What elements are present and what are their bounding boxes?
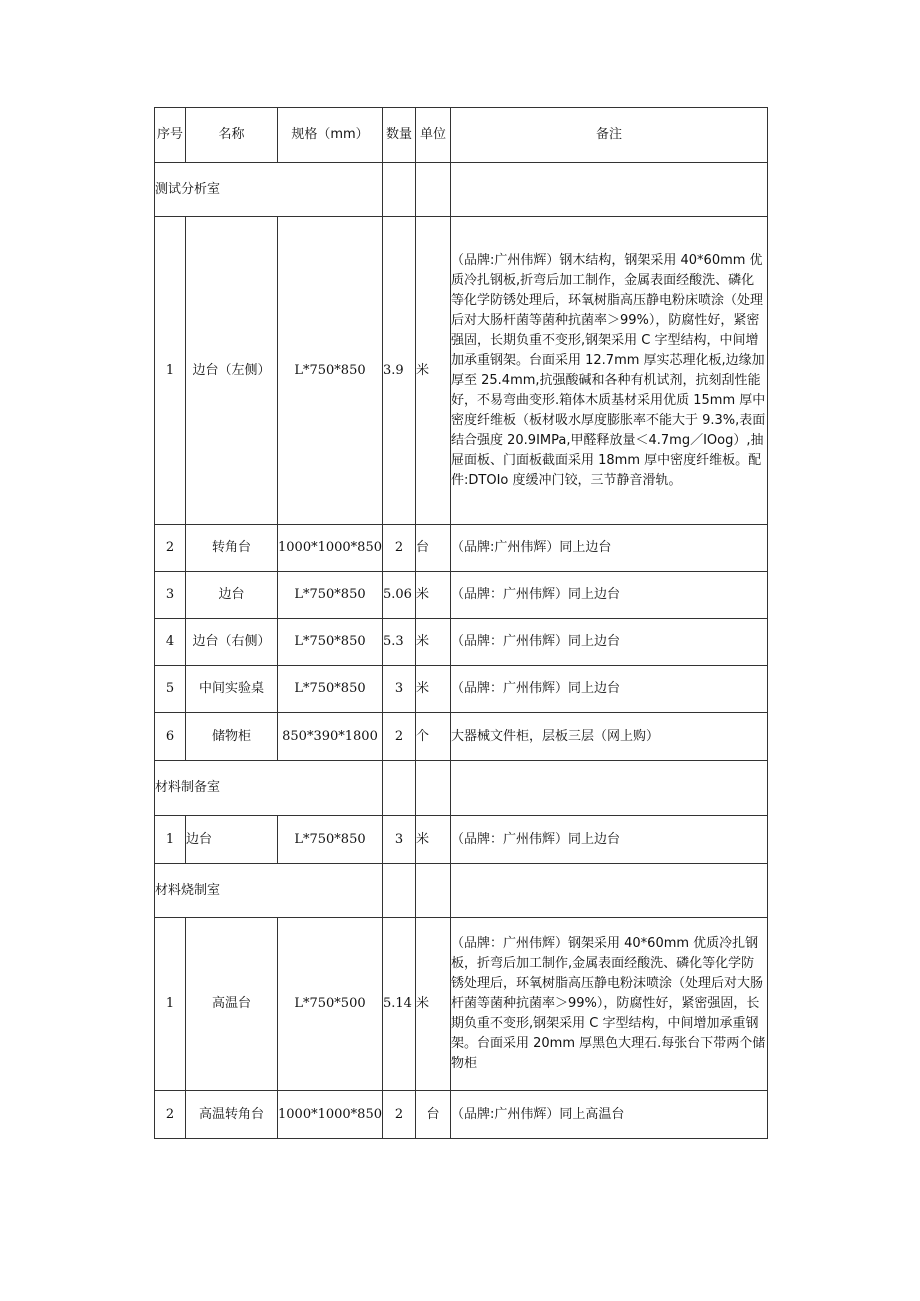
- header-spec: 规格（mm）: [278, 108, 383, 163]
- row-qty: 5.14: [383, 918, 416, 1091]
- section-title: 材料制备室: [155, 761, 383, 816]
- row-no: 4: [155, 619, 186, 666]
- row-unit: 台: [416, 525, 451, 572]
- row-name: 边台: [186, 572, 278, 619]
- table-row: [155, 217, 768, 525]
- row-no: 1: [155, 918, 186, 1091]
- row-unit: 米: [416, 816, 451, 864]
- row-remark: （品牌:广州伟辉）钢木结构，钢架采用 40*60mm 优质冷扎钢板,折弯后加工制作，金属表面经酸洗、磷化等化学防锈处理后，环氧树脂高压静电粉床喷涂（处理后对大肠杆菌等菌种抗菌率＞99%），防腐性好，紧密强固，长期负重不变形,钢架采用 C 字型结构，中间增加承重钢架。台面采用 12.7mm 厚实芯理化板,边缘加厚至 25.4mm,抗强酸碱和各种有机试剂，抗刻刮性能好，不易弯曲变形.箱体木质基材采用优质 15mm 厚中密度纤维板（板材吸水厚度膨胀率不能大于 9.3%,表面结合强度 20.9IMPa,甲醛释放量＜4.7mg／IOog）,抽屉面板、门面板截面采用 18mm 厚中密度纤维板。配件:DTOIo 度缓冲门铰，三节静音滑轨。: [451, 217, 768, 525]
- row-qty: 3.9: [383, 217, 416, 525]
- row-name: 边台（左侧）: [186, 217, 278, 525]
- row-unit: 台: [416, 1091, 451, 1139]
- header-qty: 数量: [383, 108, 416, 163]
- row-remark: （品牌：广州伟辉）同上边台: [451, 816, 768, 864]
- row-unit: 米: [416, 217, 451, 525]
- row-qty: 2: [383, 1091, 416, 1139]
- equipment-spec-table: [154, 107, 768, 1139]
- row-no: 1: [155, 816, 186, 864]
- row-no: 1: [155, 217, 186, 525]
- row-qty: 3: [383, 666, 416, 713]
- section-row: [155, 864, 768, 918]
- row-spec: L*750*850: [278, 816, 383, 864]
- row-qty: 2: [383, 525, 416, 572]
- header-no: 序号: [155, 108, 186, 163]
- row-name: 中间实验桌: [186, 666, 278, 713]
- header-name: 名称: [186, 108, 278, 163]
- row-remark: （品牌：广州伟辉）同上边台: [451, 619, 768, 666]
- row-spec: 850*390*1800: [278, 713, 383, 761]
- row-no: 2: [155, 525, 186, 572]
- row-name: 高温台: [186, 918, 278, 1091]
- row-no: 6: [155, 713, 186, 761]
- section-title: 测试分析室: [155, 163, 383, 217]
- row-no: 3: [155, 572, 186, 619]
- row-spec: 1000*1000*850: [278, 525, 383, 572]
- table-row: [155, 1091, 768, 1139]
- header-unit: 单位: [416, 108, 451, 163]
- row-name: 边台（右侧）: [186, 619, 278, 666]
- row-name: 高温转角台: [186, 1091, 278, 1139]
- row-qty: 5.3: [383, 619, 416, 666]
- row-remark: （品牌：广州伟辉）同上边台: [451, 572, 768, 619]
- row-name: 储物柜: [186, 713, 278, 761]
- table-row: [155, 713, 768, 761]
- row-qty: 3: [383, 816, 416, 864]
- row-remark: （品牌：广州伟辉）同上边台: [451, 666, 768, 713]
- row-name: 转角台: [186, 525, 278, 572]
- table-row: [155, 816, 768, 864]
- table-row: [155, 572, 768, 619]
- row-remark: 大器械文件柜，层板三层（网上购）: [451, 713, 768, 761]
- row-spec: L*750*850: [278, 572, 383, 619]
- header-row: [155, 108, 768, 163]
- header-remark: 备注: [451, 108, 768, 163]
- row-unit: 米: [416, 572, 451, 619]
- row-remark: （品牌:广州伟辉）同上边台: [451, 525, 768, 572]
- table-row: [155, 666, 768, 713]
- row-qty: 5.06: [383, 572, 416, 619]
- row-spec: L*750*850: [278, 666, 383, 713]
- row-spec: L*750*850: [278, 217, 383, 525]
- row-unit: 米: [416, 619, 451, 666]
- row-name: 边台: [186, 816, 278, 864]
- row-no: 5: [155, 666, 186, 713]
- table-row: [155, 525, 768, 572]
- table-row: [155, 918, 768, 1091]
- row-no: 2: [155, 1091, 186, 1139]
- row-spec: 1000*1000*850: [278, 1091, 383, 1139]
- row-remark: （品牌：广州伟辉）钢架采用 40*60mm 优质冷扎钢板，折弯后加工制作,金属表面经酸洗、磷化等化学防锈处理后，环氧树脂高压静电粉沫喷涂（处理后对大肠杆菌等菌种抗菌率＞99%），防腐性好，紧密强固，长期负重不变形,钢架采用 C 字型结构，中间增加承重钢架。台面采用 20mm 厚黑色大理石.每张台下带两个储物柜: [451, 918, 768, 1091]
- row-spec: L*750*500: [278, 918, 383, 1091]
- row-unit: 个: [416, 713, 451, 761]
- row-unit: 米: [416, 918, 451, 1091]
- row-spec: L*750*850: [278, 619, 383, 666]
- table-row: [155, 619, 768, 666]
- row-qty: 2: [383, 713, 416, 761]
- row-remark: （品牌:广州伟辉）同上高温台: [451, 1091, 768, 1139]
- row-unit: 米: [416, 666, 451, 713]
- section-title: 材料烧制室: [155, 864, 383, 918]
- section-row: [155, 163, 768, 217]
- section-row: [155, 761, 768, 816]
